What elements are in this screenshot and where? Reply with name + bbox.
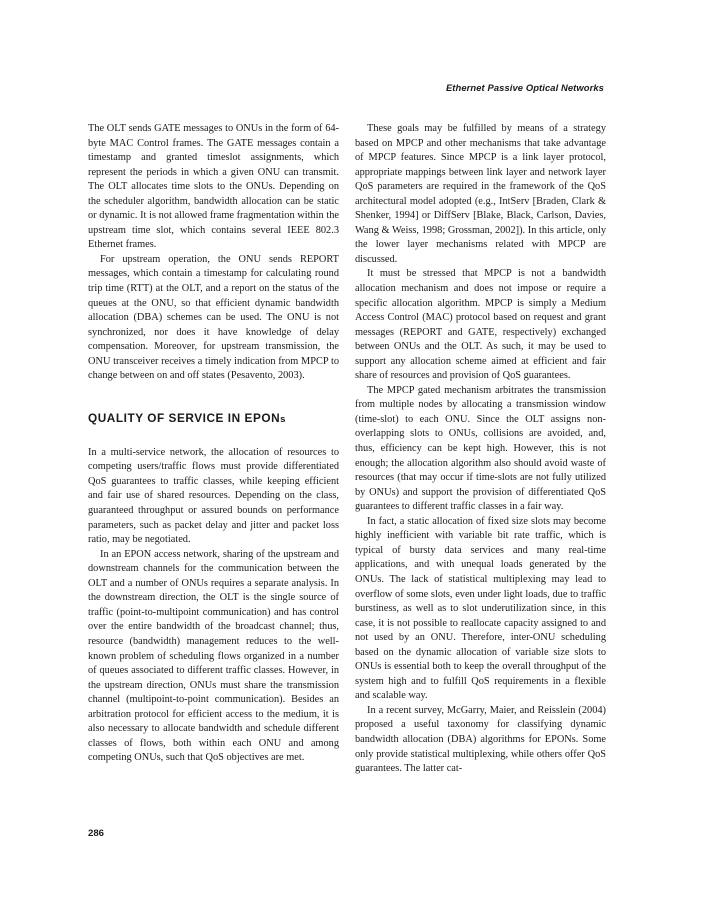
right-column xyxy=(355,122,606,777)
paragraph: The OLT sends GATE messages to ONUs in the form of 64-byte MAC Control frames. The GATE messages contain a timestamp and granted timeslot assignments, which represent the periods in which a given ONU can transmit. The OLT allocates time slots to the ONUs. Depending on the scheduler algorithm, bandwidth allocation can be static or dynamic. It is not allowed frame fragmentation within the upstream time slot, which contains several IEEE 802.3 Ethernet frames. xyxy=(88,123,339,251)
running-head: Ethernet Passive Optical Networks xyxy=(445,82,604,93)
paragraph: In a multi-service network, the allocation of resources to competing users/traffic flows must provide differentiated QoS guarantees to traffic classes, while keeping efficient and fair use of shared resources. Depending on the class, guaranteed throughput or assured bounds on performance parameters, such as packet delay and jitter and packet loss ratio, may be negotiated. xyxy=(88,446,339,546)
left-column xyxy=(88,122,339,766)
paragraph: In an EPON access network, sharing of the upstream and downstream channels for the communication between the OLT and a number of ONUs requires a separate analysis. In the downstream direction, the OLT is the single source of traffic (point-to-multipoint communication) and has control over the entire bandwidth of the broadcast channel; thus, resource (bandwidth) management reduces to the well-known problem of scheduling flows organized in a number of queues associated to different traffic classes. However, in the upstream direction, ONUs must share the transmission channel (multipoint-to-point communication). Besides an arbitration protocol for efficient access to the medium, it is also necessary to allocate bandwidth and schedule different classes of flows, both within each ONU and among competing ONUs, such that QoS objectives are met. xyxy=(88,548,339,764)
paragraph: In a recent survey, McGarry, Maier, and Reisslein (2004) proposed a useful taxonomy for classifying dynamic bandwidth allocation (DBA) algorithms for EPONs. Some only provide statistical multiplexing, while others offer QoS guarantees. The latter cat- xyxy=(355,704,606,775)
section-heading-text: QUALITY OF SERVICE IN EPON xyxy=(88,410,281,425)
section-heading xyxy=(88,410,339,428)
section-heading-suffix: s xyxy=(280,413,287,425)
paragraph: For upstream operation, the ONU sends REPORT messages, which contain a timestamp for calculating round trip time (RTT) at the OLT, and a report on the status of the queues at the ONU, so that efficient dynamic bandwidth allocation (DBA) schemes can be used. The ONU is not synchronized, nor does it have knowledge of delay compensation. Moreover, for upstream transmission, the ONU transceiver receives a timely indication from MPCP to change between on and off states (Pesavento, 2003). xyxy=(88,253,339,382)
paragraph: These goals may be fulfilled by means of a strategy based on MPCP and other mechanisms that take advantage of MPCP features. Since MPCP is a link layer protocol, appropriate mappings between link layer and network layer QoS parameters are required in the framework of the QoS architectural model adopted (e.g., IntServ [Braden, Clark & Shenker, 1994] or DiffServ [Blake, Black, Carlson, Davies, Wang & Weiss, 1998; Grossman, 2002]). In this article, only the lower layer mechanisms related with MPCP are discussed. xyxy=(355,123,606,265)
paragraph: It must be stressed that MPCP is not a bandwidth allocation mechanism and does not impose or require a specific allocation algorithm. MPCP is simply a Medium Access Control (MAC) protocol based on request and grant messages (REPORT and GATE, respectively) exchanged between ONUs and the OLT. As such, it may be used to support any allocation scheme aimed at efficient and fair share of resources and provision of QoS guarantees. xyxy=(355,268,606,382)
page-number: 286 xyxy=(88,828,105,839)
paragraph: The MPCP gated mechanism arbitrates the transmission from multiple nodes by allocating a transmission window (time-slot) to each ONU. Since the OLT assigns non-overlapping slots to ONUs, collisions are avoided, and, thus, efficiency can be kept high. However, this is not enough; the allocation algorithm also should avoid waste of resources (that may occur if time-slots are not fully utilized by ONUs) and support the provision of differentiated QoS guarantees to different traffic classes in a fair way. xyxy=(355,384,606,513)
paragraph: In fact, a static allocation of fixed size slots may become highly inefficient with variable bit rate traffic, which is typical of bursty data services and many real-time applications, and with unequal loads generated by the ONUs. The lack of statistical multiplexing may lead to overflow of some slots, even under light loads, due to traffic burstiness, as well as to slot underutilization since, in this case, it is not possible to reallocate capacity assigned to and not used by an ONU. Therefore, inter-ONU scheduling based on the dynamic allocation of variable size slots to ONUs is essential both to keep the overall throughput of the system high and to fulfill QoS requirements in a flexible and scalable way. xyxy=(355,515,606,702)
